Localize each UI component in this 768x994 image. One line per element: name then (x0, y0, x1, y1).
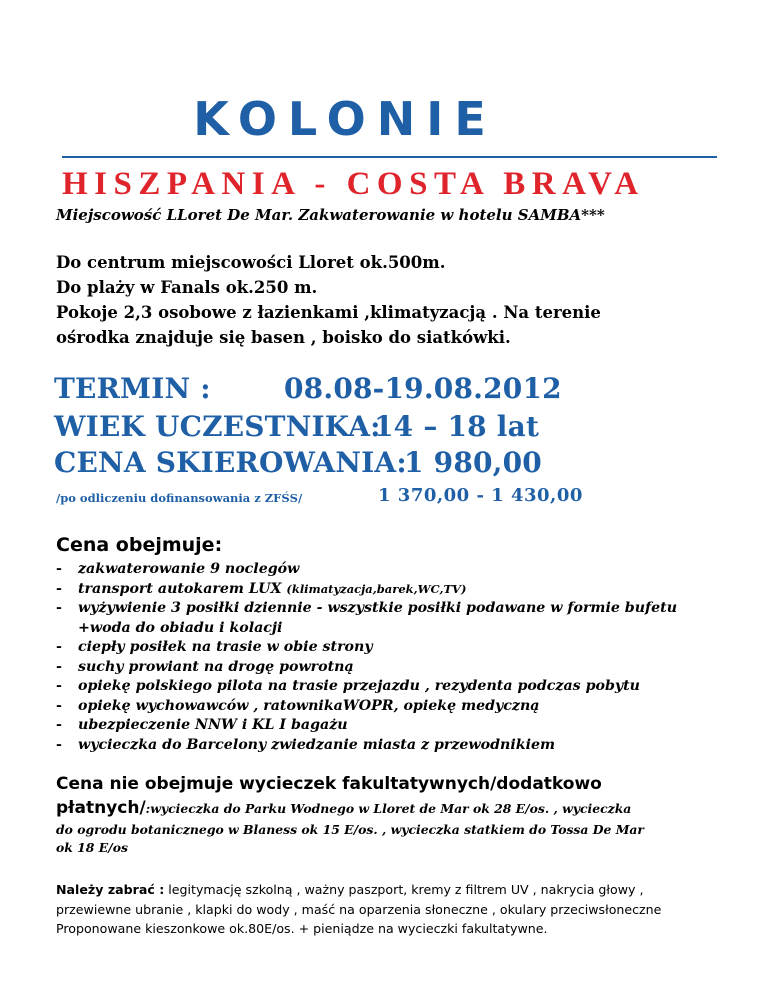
excludes-line (56, 796, 746, 821)
price-label: CENA SKIEROWANIA: (54, 446, 407, 479)
list-item-continuation: +woda do obiadu i kolacji (78, 619, 283, 636)
info-block (56, 250, 746, 350)
location-line: Miejscowość LLoret De Mar. Zakwaterowanie w hotelu SAMBA*** (56, 206, 605, 224)
list-item: - transport autokarem LUX (klimatyzacja,barek,WC,TV) (56, 580, 746, 600)
title-divider (62, 156, 717, 158)
term-row (54, 372, 562, 405)
includes-heading: Cena obejmuje: (56, 534, 223, 556)
bring-line: Proponowane kieszonkowe ok.80E/os. + pieniądze na wycieczki fakultatywne. (56, 921, 548, 936)
list-item: - wyżywienie 3 posiłki dziennie - wszystkie posiłki podawane w formie bufetu (56, 599, 746, 619)
excludes-detail: do ogrodu botanicznego w Blaness ok 15 E/os. , wycieczka statkiem do Tossa De Mar (56, 822, 644, 837)
info-line: Do plaży w Fanals ok.250 m. (56, 278, 318, 297)
discount-label: /po odliczeniu dofinansowania z ZFŚS/ (56, 491, 303, 505)
page-title: KOLONIE (193, 92, 497, 146)
excludes-heading: Cena nie obejmuje wycieczek fakultatywnych/dodatkowo (56, 774, 602, 794)
bring-line: Należy zabrać : legitymację szkolną , ważny paszport, kremy z filtrem UV , nakrycia głowy , (56, 882, 644, 897)
list-item: - ciepły posiłek na trasie w obie strony (56, 638, 746, 658)
includes-list (56, 560, 746, 755)
list-item: - wycieczka do Barcelony zwiedzanie miasta z przewodnikiem (56, 736, 746, 756)
bring-label: Należy zabrać : (56, 882, 165, 897)
list-item: - suchy prowiant na drogę powrotną (56, 658, 746, 678)
list-item: - opiekę polskiego pilota na trasie przejazdu , rezydenta podczas pobytu (56, 677, 746, 697)
bring-block (56, 880, 756, 939)
term-label: TERMIN : (54, 372, 211, 405)
list-item: - ubezpieczenie NNW i KL I bagażu (56, 716, 746, 736)
age-label: WIEK UCZESTNIKA: (54, 410, 381, 443)
excludes-heading-end: płatnych/ (56, 798, 146, 818)
destination-subtitle: HISZPANIA - COSTA BRAVA (62, 166, 645, 202)
list-item: - zakwaterowanie 9 noclegów (56, 560, 746, 580)
bring-line: przewiewne ubranie , klapki do wody , maść na oparzenia słoneczne , okulary przeciwsłoneczne (56, 901, 662, 917)
discount-price: 1 370,00 - 1 430,00 (378, 485, 583, 506)
price-value: 1 980,00 (404, 446, 542, 479)
age-row (54, 410, 540, 443)
term-value: 08.08-19.08.2012 (284, 372, 562, 405)
info-line: Pokoje 2,3 osobowe z łazienkami ,klimatyzacją . Na terenie (56, 303, 601, 322)
age-value: 14 – 18 lat (374, 410, 540, 443)
info-line: Do centrum miejscowości Lloret ok.500m. (56, 253, 446, 272)
excludes-block (56, 772, 746, 857)
list-item-note: (klimatyzacja,barek,WC,TV) (286, 581, 467, 596)
excludes-detail: ok 18 E/os (56, 840, 128, 855)
price-row (54, 446, 542, 479)
list-item: - opiekę wychowawców , ratownikaWOPR, opiekę medyczną (56, 697, 746, 717)
excludes-detail: :wycieczka do Parku Wodnego w Lloret de Mar ok 28 E/os. , wycieczka (145, 801, 632, 816)
info-line: ośrodka znajduje się basen , boisko do siatkówki. (56, 328, 511, 347)
